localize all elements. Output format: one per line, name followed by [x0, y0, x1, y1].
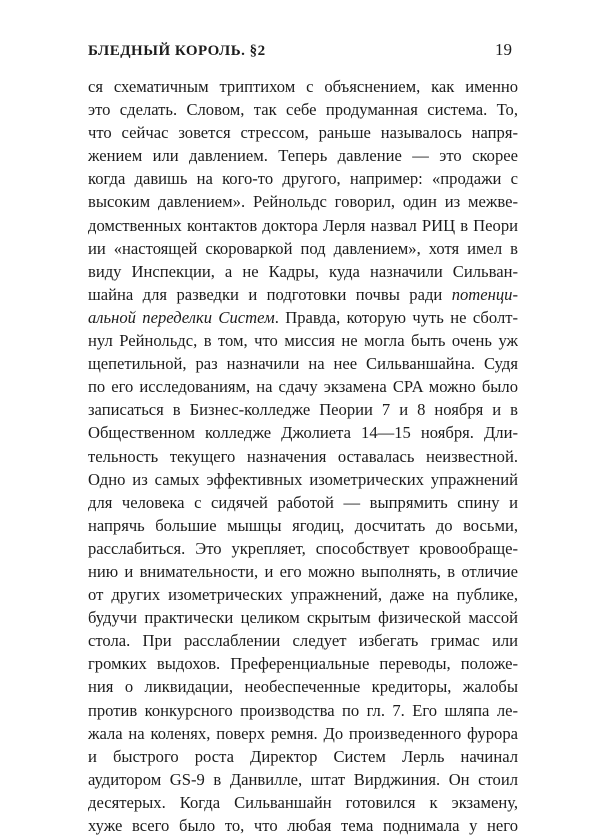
text-line: домственных контактов доктора Лерля назвал РИЦ в Пеори: [88, 215, 518, 235]
text-line: жала на коленях, поверх ремня. До произведенного фурора: [88, 723, 518, 743]
text-line: виду Инспекции, а не Кадры, куда назначили Сильван-: [88, 261, 518, 281]
italic-text-run: потенци-: [451, 284, 518, 304]
text-line: десятерых. Когда Сильваншайн готовился к экзамену,: [88, 792, 518, 812]
text-line: по его исследованиям, на сдачу экзамена CPA можно было: [88, 377, 518, 397]
text-line: и быстрого роста Директор Систем Лерль начинал: [88, 746, 518, 766]
italic-text-run: альной переделки Систем: [88, 307, 275, 327]
text-run: шайна для разведки и подготовки почвы ради: [88, 284, 443, 304]
page-number: 19: [495, 40, 512, 59]
page-header: [88, 40, 512, 60]
text-line: когда давишь на кого-то другого, например: «продажи с: [88, 169, 518, 189]
text-line: высоким давлением». Рейнольдс говорил, один из межве-: [88, 192, 518, 212]
running-head: БЛЕДНЫЙ КОРОЛЬ. §2: [88, 43, 266, 59]
text-line: щепетильной, раз назначили на нее Сильваншайна. Судя: [88, 354, 518, 374]
text-line: ии «настоящей скороваркой под давлением», хотя имел в: [88, 238, 518, 258]
text-line: жением или давлением. Теперь давление — это скорее: [88, 146, 518, 166]
text-line: расслабиться. Это укрепляет, способствует кровообраще-: [88, 538, 518, 558]
text-line: Общественном колледже Джолиета 14—15 ноября. Дли-: [88, 423, 518, 443]
body-text: [88, 75, 518, 837]
text-line: громких выдохов. Преференциальные переводы, положе-: [88, 654, 518, 674]
text-line: нул Рейнольдс, в том, что миссия не могла быть очень уж: [88, 331, 518, 351]
text-line-mixed: [88, 283, 518, 306]
text-line: от других изометрических упражнений, даже на публике,: [88, 585, 518, 605]
text-line: стола. При расслаблении следует избегать гримас или: [88, 631, 518, 651]
text-line: ся схематичным триптихом с объяснением, как именно: [88, 77, 518, 96]
text-line: ния о ликвидации, необеспеченные кредиторы, жалобы: [88, 677, 518, 697]
text-run: . Правда, которую чуть не сболт-: [274, 307, 519, 327]
text-line: будучи практически целиком скрытым физической массой: [88, 608, 518, 628]
text-line: тельность текущего назначения оставалась неизвестной.: [88, 446, 518, 466]
text-line: нию и внимательности, и его можно выполнять, в отличие: [88, 561, 518, 581]
text-line: это сделать. Словом, так себе продуманная система. То,: [88, 100, 518, 120]
text-line: против конкурсного производства по гл. 7. Его шляпа ле-: [88, 700, 518, 720]
text-line: хуже всего было то, что любая тема поднимала у него: [88, 816, 518, 835]
text-line: аудитором GS-9 в Данвилле, штат Вирджиния. Он стоил: [88, 769, 518, 789]
text-line-mixed: [88, 306, 518, 329]
text-line: для человека с сидячей работой — выпрямить спину и: [88, 492, 518, 512]
text-line: записаться в Бизнес-колледже Пеории 7 и 8 ноября и в: [88, 400, 518, 420]
text-line: что сейчас зовется стрессом, раньше называлось напря-: [88, 123, 518, 143]
text-line: напрячь большие мышцы ягодиц, досчитать до восьми,: [88, 515, 518, 535]
text-line: Одно из самых эффективных изометрических упражнений: [88, 469, 518, 489]
